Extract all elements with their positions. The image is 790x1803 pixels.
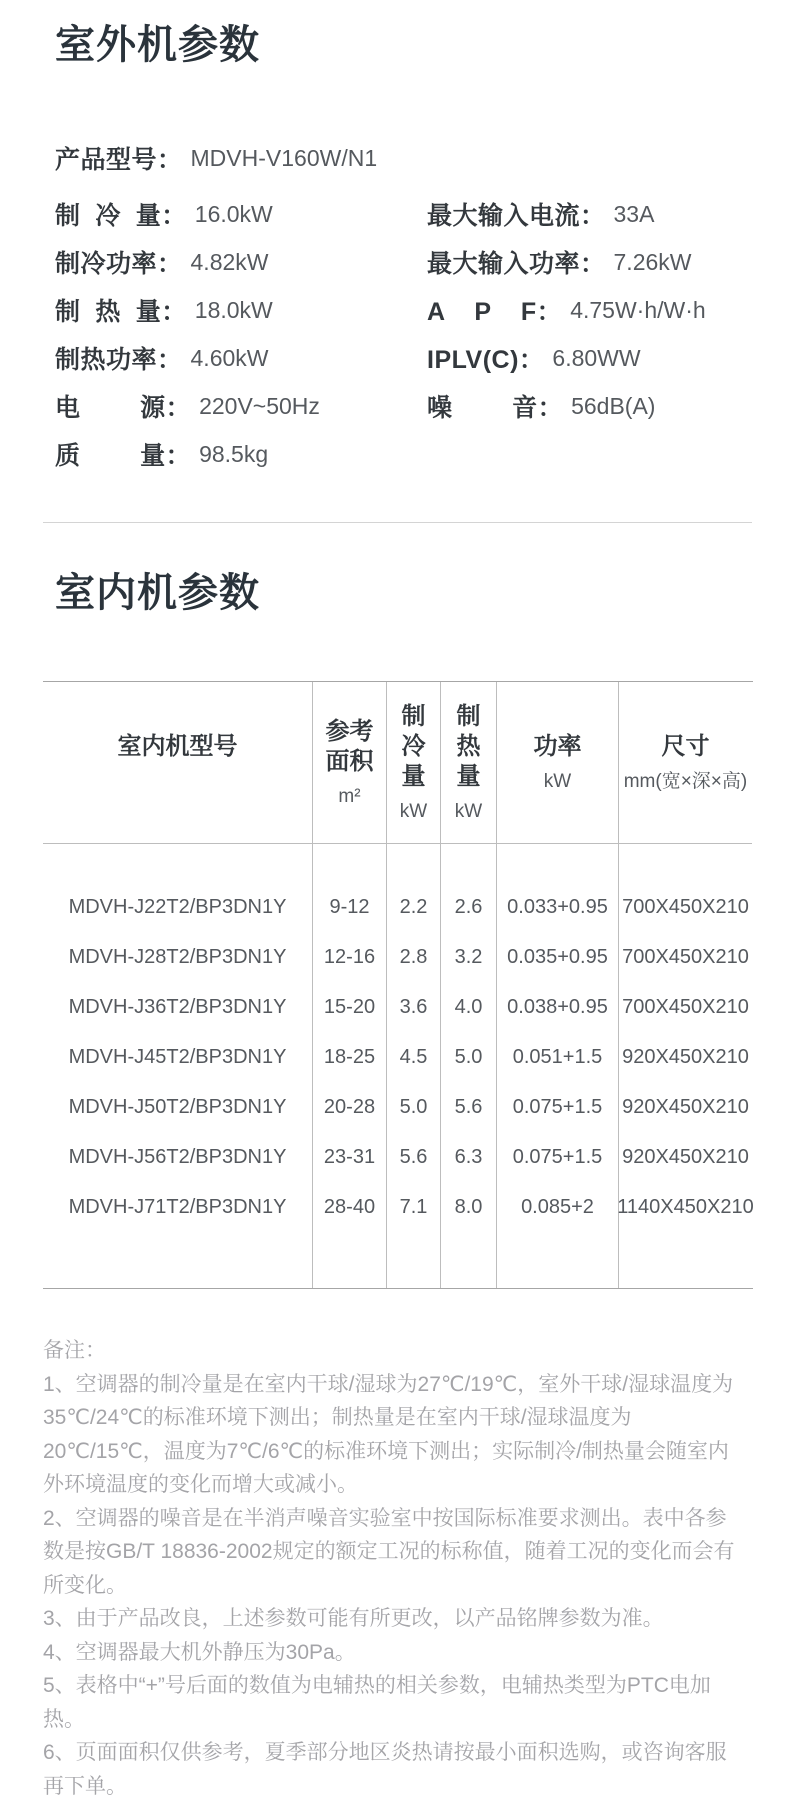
spec-value: 220V~50Hz	[199, 393, 320, 420]
table-cell: 2.6	[441, 882, 496, 932]
table-column	[43, 682, 312, 1288]
indoor-unit-section-title: 室内机参数	[55, 570, 790, 616]
column-header-unit: kW	[544, 770, 571, 794]
table-cell: 920X450X210	[619, 1032, 752, 1082]
table-cell: 20-28	[313, 1082, 386, 1132]
remarks-title: 备注：	[43, 1334, 745, 1368]
table-cell: 23-31	[313, 1132, 386, 1182]
spec-label: 噪 音：	[427, 388, 563, 424]
remarks-section	[43, 1334, 745, 1803]
outdoor-specs	[0, 190, 790, 478]
table-cell: 9-12	[313, 882, 386, 932]
table-cell: 0.033+0.95	[497, 882, 618, 932]
spec-row	[427, 238, 706, 286]
indoor-unit-spec-table	[43, 681, 753, 1289]
table-column-body	[497, 844, 618, 1288]
product-model-label: 产品型号：	[55, 140, 183, 176]
column-header-unit: kW	[400, 800, 427, 824]
column-header-unit: m²	[338, 785, 360, 809]
table-column	[496, 682, 618, 1288]
table-cell: 0.035+0.95	[497, 932, 618, 982]
table-header-cell	[313, 682, 386, 844]
remarks-list	[43, 1368, 745, 1803]
column-header-label: 参考面积	[313, 717, 386, 777]
table-cell: MDVH-J71T2/BP3DN1Y	[43, 1182, 312, 1232]
spec-label: IPLV(C)：	[427, 340, 544, 376]
section-divider	[43, 522, 752, 523]
spec-label: A P F：	[427, 292, 562, 328]
table-cell: 5.6	[387, 1132, 440, 1182]
column-header-unit: kW	[455, 800, 482, 824]
table-cell: 5.6	[441, 1082, 496, 1132]
table-cell: 0.075+1.5	[497, 1132, 618, 1182]
table-cell: 4.5	[387, 1032, 440, 1082]
spec-label: 制热功率：	[55, 340, 183, 376]
table-cell: 920X450X210	[619, 1082, 752, 1132]
column-header-label: 功率	[528, 732, 588, 762]
column-header-label: 制热量	[441, 702, 496, 792]
table-cell: MDVH-J50T2/BP3DN1Y	[43, 1082, 312, 1132]
remark-item: 2、空调器的噪音是在半消声噪音实验室中按国际标准要求测出。表中各参数是按GB/T 18836-2002规定的额定工况的标称值，随着工况的变化而会有所变化。	[43, 1502, 745, 1603]
outdoor-specs-right-column	[427, 190, 706, 430]
spec-value: 98.5kg	[199, 441, 268, 468]
table-cell: 3.6	[387, 982, 440, 1032]
spec-value: 16.0kW	[195, 201, 273, 228]
table-cell: 5.0	[387, 1082, 440, 1132]
table-cell: 18-25	[313, 1032, 386, 1082]
table-column-body	[619, 844, 752, 1288]
remark-item: 6、页面面积仅供参考，夏季部分地区炎热请按最小面积选购，或咨询客服再下单。	[43, 1736, 745, 1803]
table-cell: 700X450X210	[619, 882, 752, 932]
table-cell: 0.051+1.5	[497, 1032, 618, 1082]
table-cell: 5.0	[441, 1032, 496, 1082]
spec-value: 56dB(A)	[571, 393, 655, 420]
spec-label: 最大输入功率：	[427, 244, 606, 280]
table-cell: 920X450X210	[619, 1132, 752, 1182]
spec-value: 7.26kW	[614, 249, 692, 276]
table-column	[386, 682, 440, 1288]
spec-value: 4.60kW	[191, 345, 269, 372]
table-cell: 3.2	[441, 932, 496, 982]
spec-label: 电 源：	[55, 388, 191, 424]
table-column	[440, 682, 496, 1288]
spec-row	[427, 286, 706, 334]
table-column-body	[313, 844, 386, 1288]
table-cell: 7.1	[387, 1182, 440, 1232]
table-column	[618, 682, 752, 1288]
table-cell: MDVH-J56T2/BP3DN1Y	[43, 1132, 312, 1182]
spec-row	[427, 190, 706, 238]
table-cell: 700X450X210	[619, 932, 752, 982]
remark-item: 3、由于产品改良，上述参数可能有所更改，以产品铭牌参数为准。	[43, 1602, 745, 1636]
table-cell: MDVH-J22T2/BP3DN1Y	[43, 882, 312, 932]
table-cell: 2.8	[387, 932, 440, 982]
table-column-body	[43, 844, 312, 1288]
table-cell: 15-20	[313, 982, 386, 1032]
table-cell: 4.0	[441, 982, 496, 1032]
table-cell: 2.2	[387, 882, 440, 932]
outdoor-unit-section-title: 室外机参数	[55, 0, 790, 68]
table-cell: MDVH-J45T2/BP3DN1Y	[43, 1032, 312, 1082]
column-header-label: 制冷量	[387, 702, 440, 792]
table-cell: 8.0	[441, 1182, 496, 1232]
spec-value: 33A	[614, 201, 655, 228]
table-column-body	[387, 844, 440, 1288]
table-header-cell	[619, 682, 752, 844]
table-cell: 12-16	[313, 932, 386, 982]
spec-label: 制 冷 量：	[55, 196, 187, 232]
table-header-cell	[497, 682, 618, 844]
table-cell: 0.085+2	[497, 1182, 618, 1232]
table-header-cell	[441, 682, 496, 844]
table-cell: 0.038+0.95	[497, 982, 618, 1032]
table-header-cell	[43, 682, 312, 844]
spec-value: 4.82kW	[191, 249, 269, 276]
product-model-value: MDVH-V160W/N1	[191, 145, 378, 172]
spec-label: 最大输入电流：	[427, 196, 606, 232]
table-cell: 700X450X210	[619, 982, 752, 1032]
spec-row	[427, 334, 706, 382]
spec-label: 制冷功率：	[55, 244, 183, 280]
spec-value: 18.0kW	[195, 297, 273, 324]
table-cell: 1140X450X210	[619, 1182, 752, 1232]
spec-label: 制 热 量：	[55, 292, 187, 328]
table-column-body	[441, 844, 496, 1288]
table-column	[312, 682, 386, 1288]
remark-item: 4、空调器最大机外静压为30Pa。	[43, 1636, 745, 1670]
column-header-label: 室内机型号	[112, 732, 244, 762]
remark-item: 1、空调器的制冷量是在室内干球/湿球为27℃/19℃，室外干球/湿球温度为35℃/24℃的标准环境下测出；制热量是在室内干球/湿球温度为20℃/15℃，温度为7℃/6℃的标准环境下测出；实际制冷/制热量会随室内外环境温度的变化而增大或减小。	[43, 1368, 745, 1502]
table-cell: 0.075+1.5	[497, 1082, 618, 1132]
spec-row	[55, 430, 790, 478]
column-header-label: 尺寸	[656, 732, 716, 762]
spec-row	[427, 382, 706, 430]
product-model-row	[55, 134, 790, 182]
table-cell: MDVH-J36T2/BP3DN1Y	[43, 982, 312, 1032]
spec-label: 质 量：	[55, 436, 191, 472]
table-header-cell	[387, 682, 440, 844]
spec-value: 6.80WW	[552, 345, 640, 372]
remark-item: 5、表格中“+”号后面的数值为电辅热的相关参数，电辅热类型为PTC电加热。	[43, 1669, 745, 1736]
table-cell: MDVH-J28T2/BP3DN1Y	[43, 932, 312, 982]
table-cell: 28-40	[313, 1182, 386, 1232]
table-cell: 6.3	[441, 1132, 496, 1182]
column-header-unit: mm(宽×深×高)	[624, 770, 748, 794]
spec-value: 4.75W·h/W·h	[570, 297, 705, 324]
